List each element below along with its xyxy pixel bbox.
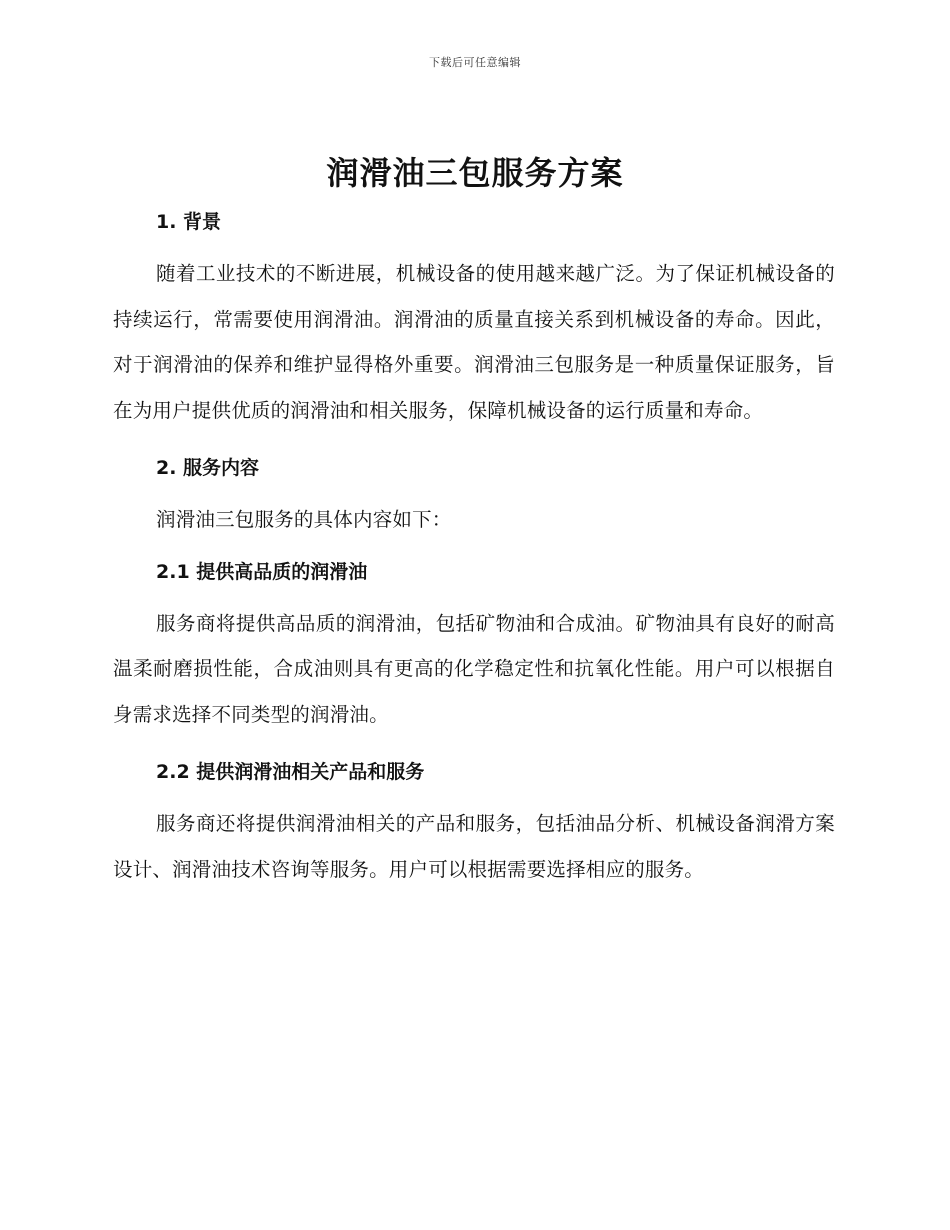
section-heading-service-content: 2. 服务内容 [156,457,260,479]
header-note: 下载后可任意编辑 [429,56,521,69]
document-body [113,205,835,892]
subsection-heading-related-services: 2.2 提供润滑油相关产品和服务 [156,761,425,783]
paragraph-quality-oil: 服务商将提供高品质的润滑油，包括矿物油和合成油。矿物油具有良好的耐高温柔耐磨损性能，合成油则具有更高的化学稳定性和抗氧化性能。用户可以根据自身需求选择不同类型的润滑油。 [113,611,835,726]
paragraph-related-services: 服务商还将提供润滑油相关的产品和服务，包括油品分析、机械设备润滑方案设计、润滑油技术咨询等服务。用户可以根据需要选择相应的服务。 [113,812,835,881]
section-heading-background: 1. 背景 [156,211,222,233]
paragraph-service-intro: 润滑油三包服务的具体内容如下： [156,508,452,531]
subsection-heading-quality-oil: 2.1 提供高品质的润滑油 [156,560,368,583]
document-title: 润滑油三包服务方案 [326,154,624,192]
paragraph-background: 随着工业技术的不断进展，机械设备的使用越来越广泛。为了保证机械设备的持续运行，常需要使用润滑油。润滑油的质量直接关系到机械设备的寿命。因此，对于润滑油的保养和维护显得格外重要。润滑油三包服务是一种质量保证服务，旨在为用户提供优质的润滑油和相关服务，保障机械设备的运行质量和寿命。 [113,262,835,422]
